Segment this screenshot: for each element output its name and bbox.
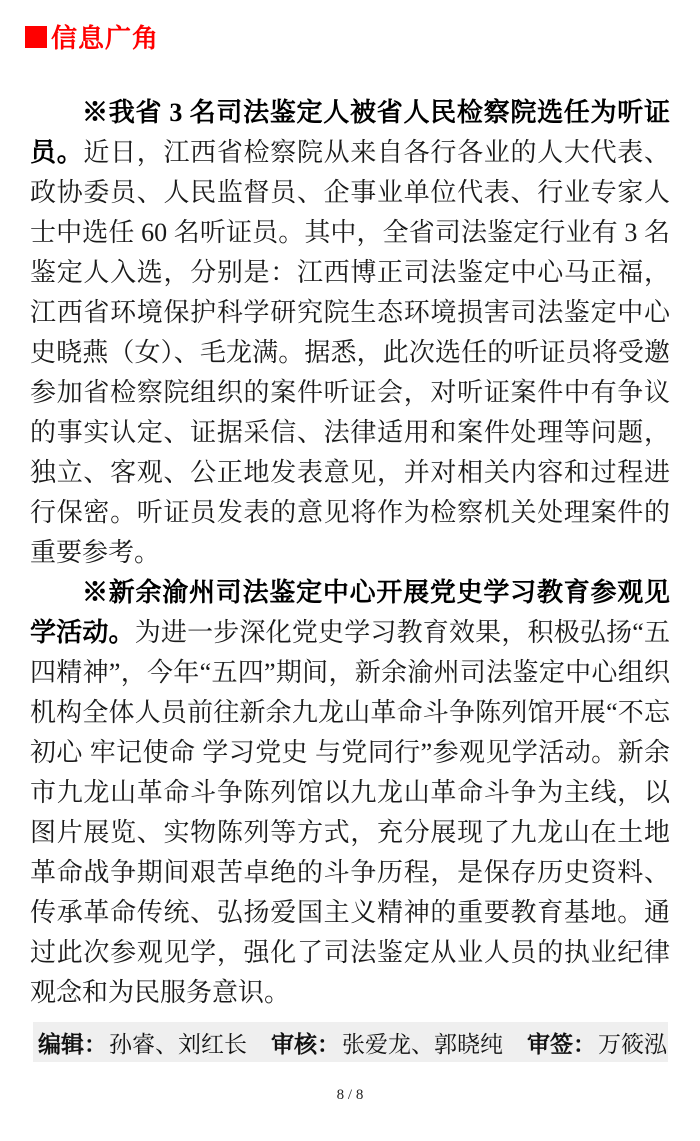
paragraph-lead: ※我省 3 名司法鉴定人被省人民检察院选任为听证员。 [30, 98, 670, 167]
credit-label: 审核： [271, 1030, 340, 1057]
page-title: 信息广角 [51, 23, 160, 53]
credit-names: 万筱泓 [598, 1031, 667, 1057]
credit-label: 编辑： [38, 1030, 107, 1057]
credit-label: 审签： [527, 1030, 596, 1057]
page-number: 8 / 8 [336, 1087, 364, 1103]
credit-signoff [527, 1026, 667, 1059]
credit-editor [38, 1026, 247, 1059]
paragraph-text: 近日，江西省检察院从来自各行各业的人大代表、政协委员、人民监督员、企事业单位代表、行业专家人士中选任 60 名听证员。其中，全省司法鉴定行业有 3 名鉴定人入选，分别是：江西博正司法鉴定中心马正福，江西省环境保护科学研究院生态环境损害司法鉴定中心史晓燕（女）、毛龙满。据悉，此次选任的听证员将受邀参加省检察院组织的案件听证会，对听证案件中有争议的事实认定、证据采信、法律适用和案件处理等问题，独立、客观、公正地发表意见，并对相关内容和过程进行保密。听证员发表的意见将作为检察机关处理案件的重要参考。 [30, 138, 670, 567]
paragraph [30, 573, 670, 1013]
paragraph-text: 为进一步深化党史学习教育效果，积极弘扬“五四精神”，今年“五四”期间，新余渝州司法鉴定中心组织机构全体人员前往新余九龙山革命斗争陈列馆开展“不忘初心 牢记使命 学习党史 与党同行”参观见学活动。新余市九龙山革命斗争陈列馆以九龙山革命斗争为主线，以图片展览、实物陈列等方式，充分展现了九龙山在土地革命战争期间艰苦卓绝的斗争历程，是保存历史资料、传承革命传统、弘扬爱国主义精神的重要教育基地。通过此次参观见学，强化了司法鉴定从业人员的执业纪律观念和为民服务意识。 [30, 618, 670, 1007]
paragraph [30, 93, 670, 573]
red-square-bullet-icon [25, 26, 47, 48]
paragraph-lead: ※新余渝州司法鉴定中心开展党史学习教育参观见学活动。 [30, 578, 670, 647]
section-header [25, 18, 159, 55]
footer-credits-bar [33, 1022, 668, 1062]
credit-names: 张爱龙、郭晓纯 [342, 1031, 503, 1057]
credit-names: 孙睿、刘红长 [109, 1031, 247, 1057]
credit-reviewer [271, 1026, 503, 1059]
article-body [30, 93, 670, 1013]
